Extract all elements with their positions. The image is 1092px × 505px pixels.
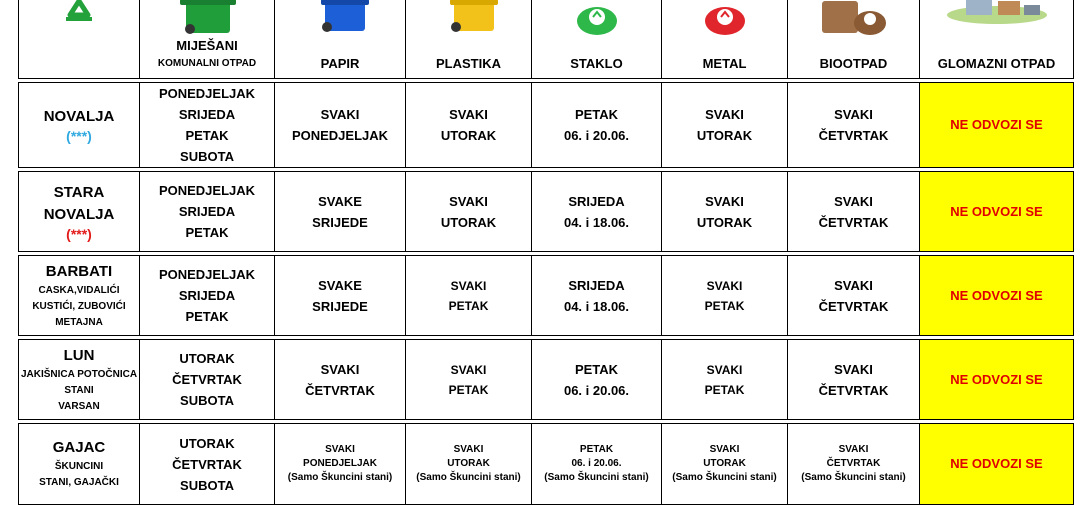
mixed-schedule-line: PONEDJELJAK: [158, 267, 256, 282]
schedule-cell-plastic: [406, 83, 532, 168]
header-metal-label: METAL: [702, 56, 747, 71]
bio-schedule-line: ČETVRTAK: [818, 298, 889, 314]
glass-schedule-line: (Samo Škuncini stani): [544, 472, 649, 483]
location-name: BARBATI: [45, 262, 113, 280]
schedule-cell-paper: [275, 340, 406, 420]
mixed-schedule-line: PETAK: [185, 128, 229, 143]
plastic-schedule-line: SVAKI: [449, 107, 488, 122]
schedule-cell-plastic: [406, 424, 532, 505]
location-cell: [19, 172, 140, 252]
paper-schedule-line: SVAKI: [320, 107, 360, 122]
schedule-cell-glass: [532, 424, 662, 505]
bio-schedule-line: SVAKI: [838, 444, 869, 455]
bio-schedule-line: SVAKI: [834, 361, 873, 377]
location-subplaces: JAKIŠNICA POTOČNICA: [20, 368, 138, 380]
no-collection-label: NE ODVOZI SE: [950, 456, 1043, 471]
schedule-cell-bulky: [920, 83, 1074, 168]
header-mixed-line1: MIJEŠANI: [176, 38, 238, 53]
bio-schedule-line: ČETVRTAK: [818, 382, 889, 398]
plastic-schedule-line: SVAKI: [453, 444, 484, 455]
glass-schedule-line: 06. i 20.06.: [563, 128, 630, 143]
glass-schedule-line: 04. i 18.06.: [563, 214, 630, 230]
plastic-schedule-line: SVAKI: [449, 193, 488, 209]
schedule-cell-paper: [275, 172, 406, 252]
plastic-schedule-line: PETAK: [448, 382, 489, 397]
plastic-schedule-line: SVAKI: [450, 362, 487, 377]
schedule-cell-paper: [275, 256, 406, 336]
schedule-cell-bio: [788, 172, 920, 252]
bio-schedule-line: ČETVRTAK: [826, 458, 881, 469]
location-footnote-marker: (***): [66, 225, 92, 242]
location-cell: [19, 256, 140, 336]
plastic-schedule-line: UTORAK: [440, 128, 497, 143]
paper-schedule-line: PONEDJELJAK: [291, 128, 389, 143]
schedule-cell-bulky: [920, 340, 1074, 420]
table-row: [19, 83, 1074, 168]
blue-bin-icon: [305, 0, 375, 35]
header-corner: [19, 0, 140, 79]
schedule-cell-bulky: [920, 172, 1074, 252]
bulky-waste-icon: [942, 0, 1052, 25]
schedule-cell-bulky: [920, 256, 1074, 336]
no-collection-label: NE ODVOZI SE: [950, 287, 1043, 303]
schedule-cell-mixed: [140, 172, 275, 252]
header-metal: [662, 0, 788, 79]
plastic-schedule-line: PETAK: [448, 298, 489, 313]
glass-schedule-line: 06. i 20.06.: [563, 382, 630, 398]
table-row: [19, 172, 1074, 252]
table-row: [19, 340, 1074, 420]
header-glass: [532, 0, 662, 79]
schedule-cell-plastic: [406, 340, 532, 420]
paper-schedule-line: SVAKI: [325, 444, 355, 455]
no-collection-label: NE ODVOZI SE: [950, 117, 1043, 132]
header-bio-label: BIOOTPAD: [819, 56, 888, 71]
location-name: LUN: [63, 346, 95, 364]
brown-sack-icon: [814, 0, 894, 35]
location-cell: [19, 83, 140, 168]
glass-schedule-line: SRIJEDA: [568, 277, 625, 293]
location-subplaces: KUSTIĆI, ZUBOVIĆI: [32, 300, 126, 312]
bio-schedule-line: ČETVRTAK: [818, 128, 889, 143]
header-bio: [788, 0, 920, 79]
schedule-cell-paper: [275, 83, 406, 168]
mixed-schedule-line: SRIJEDA: [178, 288, 236, 303]
schedule-cell-bulky: [920, 424, 1074, 505]
mixed-schedule-line: SUBOTA: [180, 477, 234, 493]
schedule-cell-paper: [275, 424, 406, 505]
bio-schedule-line: SVAKI: [834, 107, 873, 122]
location-subplaces: CASKA,VIDALIĆI: [38, 284, 120, 296]
schedule-cell-mixed: [140, 83, 275, 168]
metal-schedule-line: UTORAK: [703, 458, 746, 469]
plastic-schedule-line: SVAKI: [450, 278, 487, 293]
header-plastic-label: PLASTIKA: [436, 56, 501, 71]
green-bin-icon: [172, 0, 242, 35]
schedule-cell-plastic: [406, 256, 532, 336]
schedule-cell-mixed: [140, 424, 275, 505]
schedule-cell-bio: [788, 424, 920, 505]
mixed-schedule-line: SRIJEDA: [178, 107, 236, 122]
schedule-cell-bio: [788, 83, 920, 168]
bio-schedule-line: SVAKI: [834, 193, 873, 209]
paper-schedule-line: PONEDJELJAK: [303, 458, 377, 469]
schedule-cell-mixed: [140, 256, 275, 336]
location-subplaces: STANI, GAJAČKI: [39, 477, 119, 488]
plastic-schedule-line: UTORAK: [440, 214, 497, 230]
schedule-cell-mixed: [140, 340, 275, 420]
glass-schedule-line: PETAK: [574, 107, 619, 122]
glass-schedule-line: PETAK: [579, 444, 614, 455]
schedule-cell-metal: [662, 256, 788, 336]
bio-schedule-line: ČETVRTAK: [818, 214, 889, 230]
schedule-cell-glass: [532, 83, 662, 168]
location-name: STARA: [53, 183, 105, 201]
location-name: NOVALJA: [43, 108, 115, 125]
location-subplaces: VARSAN: [58, 400, 100, 412]
location-name: GAJAC: [52, 439, 106, 456]
location-name-line2: NOVALJA: [43, 205, 115, 223]
mixed-schedule-line: ČETVRTAK: [172, 456, 242, 472]
plastic-schedule-line: (Samo Škuncini stani): [416, 472, 521, 483]
mixed-schedule-line: SRIJEDA: [178, 204, 236, 219]
header-paper: [275, 0, 406, 79]
paper-schedule-line: SVAKE: [318, 193, 362, 209]
mixed-schedule-line: PETAK: [185, 225, 229, 240]
paper-schedule-line: SRIJEDE: [312, 298, 368, 314]
paper-schedule-line: SRIJEDE: [312, 214, 368, 230]
schedule-cell-metal: [662, 83, 788, 168]
paper-schedule-line: ČETVRTAK: [305, 382, 375, 398]
glass-schedule-line: 06. i 20.06.: [571, 458, 622, 469]
schedule-cell-bio: [788, 340, 920, 420]
mixed-schedule-line: PONEDJELJAK: [158, 86, 256, 101]
metal-schedule-line: SVAKI: [706, 362, 743, 377]
schedule-cell-glass: [532, 256, 662, 336]
schedule-cell-metal: [662, 424, 788, 505]
metal-schedule-line: SVAKI: [709, 444, 740, 455]
header-mixed-waste: [140, 0, 275, 79]
schedule-cell-bio: [788, 256, 920, 336]
paper-schedule-line: (Samo Škuncini stani): [287, 472, 393, 483]
mixed-schedule-line: UTORAK: [179, 435, 235, 451]
paper-schedule-line: SVAKI: [320, 361, 360, 377]
metal-schedule-line: SVAKI: [706, 278, 743, 293]
recycle-icon: [58, 0, 100, 23]
glass-schedule-line: SRIJEDA: [568, 193, 625, 209]
mixed-schedule-line: SUBOTA: [180, 393, 234, 408]
red-sack-icon: [700, 0, 750, 35]
yellow-bin-icon: [434, 0, 504, 35]
metal-schedule-line: SVAKI: [705, 107, 744, 122]
schedule-cell-glass: [532, 340, 662, 420]
metal-schedule-line: UTORAK: [696, 214, 753, 230]
schedule-cell-metal: [662, 340, 788, 420]
header-paper-label: PAPIR: [320, 56, 360, 71]
schedule-cell-metal: [662, 172, 788, 252]
location-footnote-marker: (***): [66, 128, 92, 144]
no-collection-label: NE ODVOZI SE: [950, 203, 1043, 219]
schedule-cell-plastic: [406, 172, 532, 252]
schedule-cell-glass: [532, 172, 662, 252]
metal-schedule-line: SVAKI: [705, 193, 744, 209]
header-glass-label: STAKLO: [570, 56, 623, 71]
paper-schedule-line: SVAKE: [318, 277, 362, 293]
header-bulky-label: GLOMAZNI OTPAD: [937, 56, 1056, 71]
mixed-schedule-line: SUBOTA: [180, 149, 234, 164]
glass-schedule-line: PETAK: [574, 361, 619, 377]
table-row: [19, 256, 1074, 336]
mixed-schedule-line: UTORAK: [179, 351, 235, 366]
mixed-schedule-line: PONEDJELJAK: [158, 183, 256, 198]
mixed-schedule-line: ČETVRTAK: [172, 372, 242, 387]
location-subplaces: STANI: [64, 384, 94, 396]
location-cell: [19, 424, 140, 505]
location-subplaces: ŠKUNCINI: [54, 461, 104, 472]
plastic-schedule-line: UTORAK: [447, 458, 490, 469]
location-cell: [19, 340, 140, 420]
metal-schedule-line: PETAK: [704, 382, 745, 397]
location-subplaces: METAJNA: [55, 316, 103, 328]
header-bulky: [920, 0, 1074, 79]
header-row: [19, 0, 1074, 79]
metal-schedule-line: (Samo Škuncini stani): [672, 472, 777, 483]
no-collection-label: NE ODVOZI SE: [950, 371, 1043, 387]
bio-schedule-line: SVAKI: [834, 277, 873, 293]
table-row: [19, 424, 1074, 505]
header-plastic: [406, 0, 532, 79]
glass-schedule-line: 04. i 18.06.: [563, 298, 630, 314]
metal-schedule-line: PETAK: [704, 298, 745, 313]
bio-schedule-line: (Samo Škuncini stani): [801, 472, 906, 483]
collection-schedule-table: [18, 0, 1074, 505]
mixed-schedule-line: PETAK: [185, 309, 229, 324]
header-mixed-line2: KOMUNALNI OTPAD: [157, 58, 257, 69]
metal-schedule-line: UTORAK: [696, 128, 753, 143]
green-sack-icon: [572, 0, 622, 35]
